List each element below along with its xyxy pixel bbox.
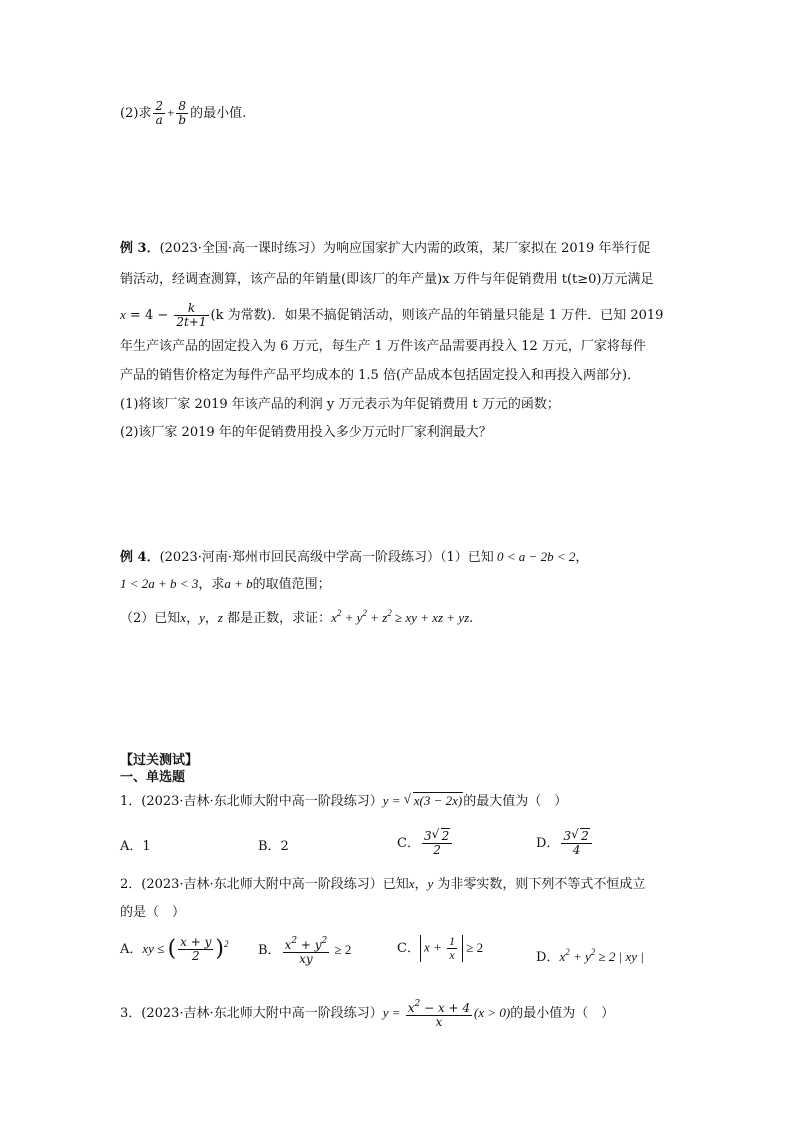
example-3-line-1: 例 3．(2023·全国·高一课时练习）为响应国家扩大内需的政策，某厂家拟在 2019 年举行促: [120, 241, 651, 256]
example-4-line-1: 例 4．(2023·河南·郑州市回民高级中学高一阶段练习）（1）已知 0 < a − 2b < 2，: [120, 549, 589, 565]
test-header: 【过关测试】: [120, 753, 199, 768]
fraction-2-over-a: $\frac{2}{a}$: [155, 99, 164, 127]
example-4-label: 例 4．: [120, 550, 160, 565]
question-1: 1．(2023·吉林·东北师大附中高一阶段练习）y = √ x(3 − 2x)的最大值为（ ）: [120, 792, 567, 811]
inequality-sum-of-squares: $x^2 + y^2 + z^2$ ≥ xy + xz + yz: [331, 608, 470, 625]
formula-y-sqrt: y = √ x(3 − 2x): [383, 793, 464, 808]
formula-x-sales: x: [120, 307, 126, 322]
fraction-3sqrt2-over-4: $\frac{3√ 2}{4}$: [561, 830, 591, 857]
example-3-line-3: x = 4 − $\frac{k}{2t+1}$ (k 为常数)．如果不搞促销活动，则该产品的年销量只能是 1 万件．已知 2019: [120, 301, 664, 329]
inequality-2a-plus-b: 1 < 2a + b < 3: [120, 576, 199, 591]
example-4-line-2: 1 < 2a + b < 3，求a + b的取值范围；: [120, 576, 331, 592]
example-3-line-2: 销活动，经调查测算，该产品的年销量(即该厂的年产量)x 万件与年促销费用 t(t≥0)万元满足: [120, 272, 654, 287]
fraction-8-over-b: $\frac{8}{b}$: [178, 99, 187, 127]
fraction-3sqrt2-over-2: $\frac{3√ 2}{2}$: [422, 830, 452, 857]
q1-option-a[interactable]: A．1: [120, 839, 151, 854]
example-3-line-5: 产品的销售价格定为每件产品平均成本的 1.5 倍(产品成本包括固定投入和再投入两部分)．: [120, 368, 641, 383]
example-3-label: 例 3．: [120, 241, 160, 256]
question-2-line-2: 的是（ ）: [120, 905, 186, 920]
question-2-line-1: 2．(2023·吉林·东北师大附中高一阶段练习）已知x，y 为非零实数，则下列不等式不恒成立: [120, 876, 646, 892]
q2-option-c[interactable]: C． x + $\frac{1}{x}$ ≥ 2: [397, 934, 484, 962]
example-3-question-1: (1)将该厂家 2019 年该产品的利润 y 万元表示为年促销费用 t 万元的函数；: [120, 397, 560, 412]
q2-option-b[interactable]: B． $\frac{x^2 + y^2}{xy}$ ≥ 2: [258, 936, 352, 966]
example-3-question-2: (2)该厂家 2019 年的年促销费用投入多少万元时厂家利润最大？: [120, 425, 492, 440]
q1-option-b[interactable]: B．2: [258, 839, 289, 854]
prev-question-part2: (2)求 $\frac{2}{a}$ + $\frac{8}{b}$ 的最小值.: [120, 99, 247, 127]
q2-option-d[interactable]: D．$x^2 + y^2 \ge 2$ | xy |: [536, 947, 644, 965]
fraction-k-over-2t-plus-1: $\frac{k}{2t+1}$: [176, 301, 207, 329]
q1-option-d[interactable]: D． $\frac{3√ 2}{4}$: [536, 830, 594, 857]
question-3: 3．(2023·吉林·东北师大附中高一阶段练习）y = $\frac{x^2 - x + 4}{x}$ (x > 0)的最小值为（ ）: [120, 999, 615, 1029]
inequality-a-minus-2b: 0 < a − 2b < 2: [493, 549, 576, 564]
example-4-question-2: （2）已知x，y，z 都是正数，求证：$x^2 + y^2 + z^2$ ≥ xy + xz + yz.: [120, 608, 474, 626]
q1-option-c[interactable]: C． $\frac{3√ 2}{2}$: [397, 830, 454, 857]
fraction-quadratic-over-x: $\frac{x^2 - x + 4}{x}$: [407, 999, 471, 1029]
q2-option-a[interactable]: A．xy ≤ ( $\frac{x + y}{2}$ )$^2$: [120, 935, 229, 963]
section-single-choice: 一、单选题: [120, 770, 186, 785]
example-3-line-4: 年生产该产品的固定投入为 6 万元，每生产 1 万件该产品需要再投入 12 万元，厂家将每件: [120, 339, 646, 354]
